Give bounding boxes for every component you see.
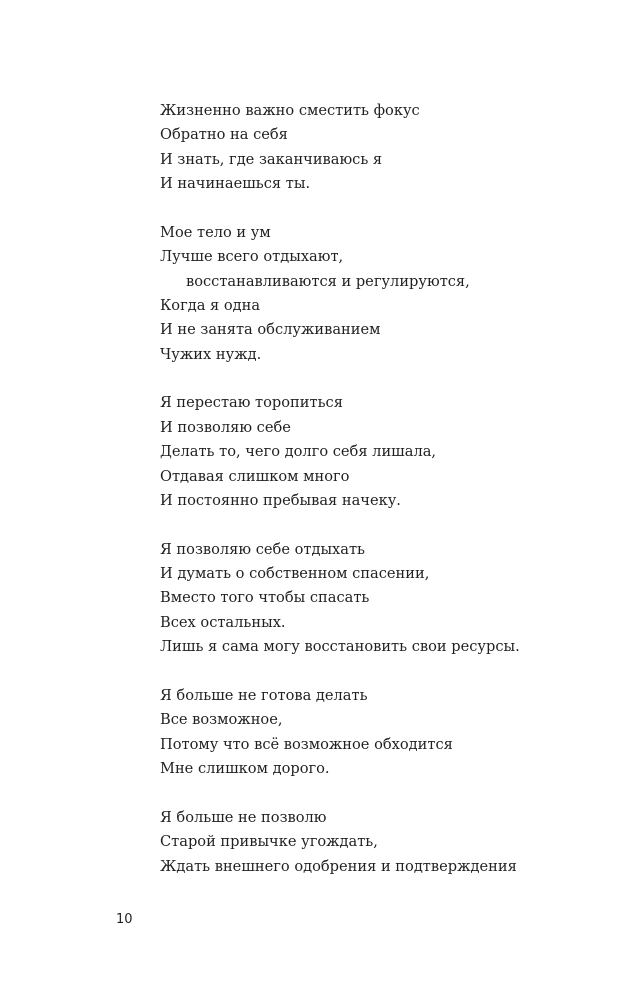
poem-line: Потому что всё возможное обходится xyxy=(160,735,453,753)
poem-line: Я больше не готова делать xyxy=(160,686,368,704)
poem-line: Все возможное, xyxy=(160,711,283,729)
poem-line: Я больше не позволю xyxy=(160,808,327,826)
poem-line: Мое тело и ум xyxy=(160,223,271,241)
poem-line: Я перестаю торопиться xyxy=(160,394,343,412)
poem-line: Делать то, чего долго себя лишала, xyxy=(160,443,437,461)
poem-line: И постоянно пребывая начеку. xyxy=(160,492,401,510)
poem-line-indented: восстанавливаются и регулируются, xyxy=(186,272,470,290)
stanza-5 xyxy=(160,684,600,782)
poem-line: Я позволяю себе отдыхать xyxy=(160,540,366,558)
poem-line: Когда я одна xyxy=(160,297,261,315)
poem-line: Старой привычке угождать, xyxy=(160,833,378,851)
poem-line: Чужих нужд. xyxy=(160,345,262,363)
poem-line: Ждать внешнего одобрения и подтверждения xyxy=(160,857,517,875)
poem-line: Лучше всего отдыхают, xyxy=(160,248,344,266)
page-number: 10 xyxy=(116,912,133,927)
poem-line: Вместо того чтобы спасать xyxy=(160,589,370,607)
poem-line: И не занята обслуживанием xyxy=(160,321,381,339)
stanza-6 xyxy=(160,806,600,879)
poem-text xyxy=(160,99,600,903)
poem-line: И позволяю себе xyxy=(160,418,291,436)
stanza-1 xyxy=(160,99,600,197)
poem-line: Мне слишком дорого. xyxy=(160,760,330,778)
stanza-4 xyxy=(160,538,600,660)
stanza-3 xyxy=(160,391,600,513)
poem-line: Лишь я сама могу восстановить свои ресурсы. xyxy=(160,638,520,656)
poem-line: Всех остальных. xyxy=(160,613,286,631)
stanza-2 xyxy=(160,221,600,367)
poem-line: И думать о собственном спасении, xyxy=(160,565,430,583)
poem-line: И знать, где заканчиваюсь я xyxy=(160,150,383,168)
poem-line: И начинаешься ты. xyxy=(160,175,311,193)
poem-line: Жизненно важно сместить фокус xyxy=(160,102,420,119)
poem-line: Отдавая слишком много xyxy=(160,467,350,485)
poem-line: Обратно на себя xyxy=(160,126,288,144)
